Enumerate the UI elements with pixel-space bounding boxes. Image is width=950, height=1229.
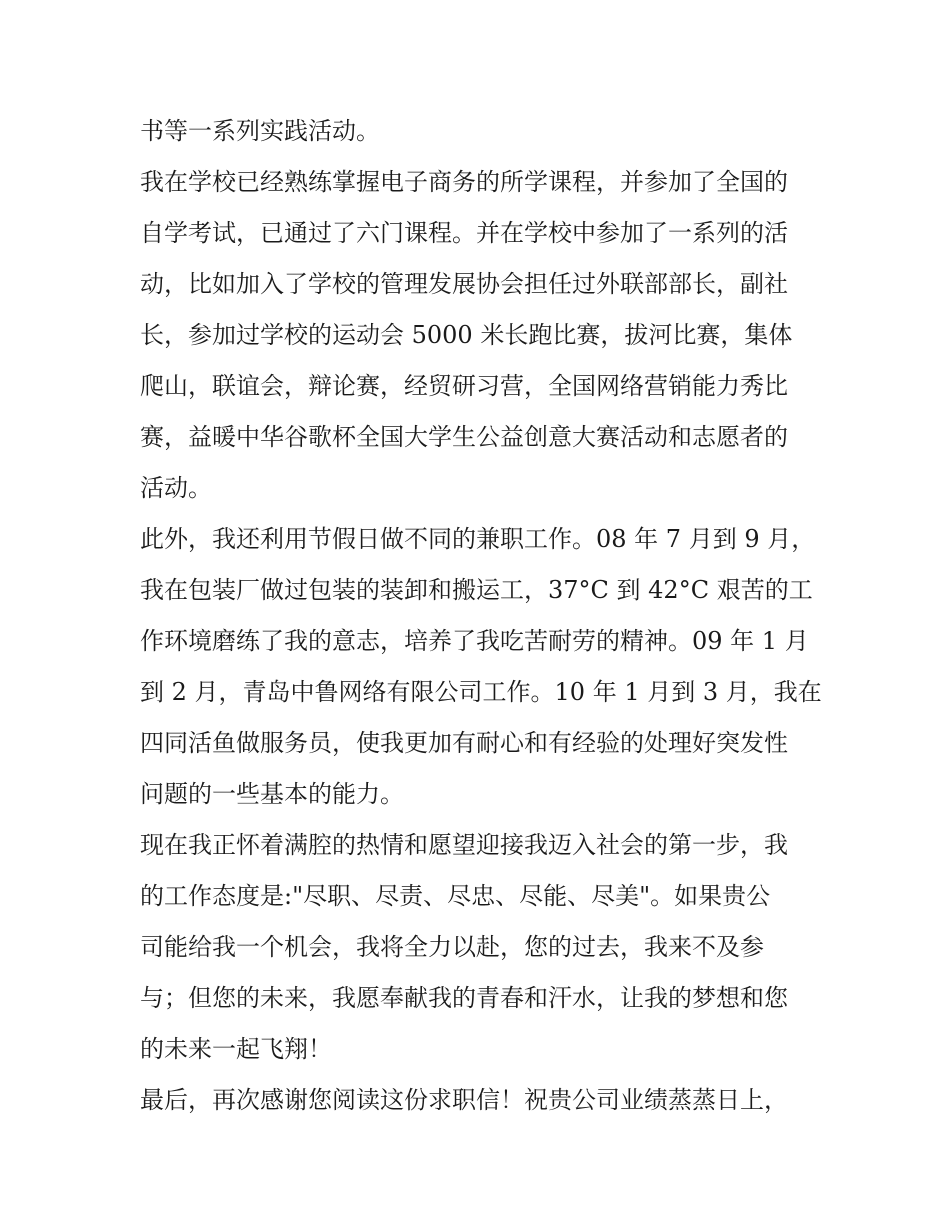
text-line: 的未来一起飞翔！ [140, 1035, 332, 1063]
text-line: 的工作态度是:"尽职、尽责、尽忠、尽能、尽美"。如果贵公 [140, 882, 771, 910]
text-line: 司能给我一个机会，我将全力以赴，您的过去，我来不及参 [140, 933, 764, 961]
text-line: 问题的一些基本的能力。 [140, 780, 404, 808]
text-line: 长，参加过学校的运动会 5000 米长跑比赛，拔河比赛，集体 [140, 321, 793, 349]
text-line: 现在我正怀着满腔的热情和愿望迎接我迈入社会的第一步，我 [140, 831, 788, 859]
text-line: 作环境磨练了我的意志，培养了我吃苦耐劳的精神。09 年 1 月 [140, 627, 809, 655]
text-line: 与；但您的未来，我愿奉献我的青春和汗水，让我的梦想和您 [140, 984, 788, 1012]
text-line: 赛，益暖中华谷歌杯全国大学生公益创意大赛活动和志愿者的 [140, 423, 788, 451]
text-line: 我在包装厂做过包装的装卸和搬运工，37°C 到 42°C 艰苦的工 [140, 576, 813, 604]
text-line: 此外，我还利用节假日做不同的兼职工作。08 年 7 月到 9 月， [140, 525, 816, 553]
text-line: 四同活鱼做服务员，使我更加有耐心和有经验的处理好突发性 [140, 729, 788, 757]
text-line: 我在学校已经熟练掌握电子商务的所学课程，并参加了全国的 [140, 168, 788, 196]
text-line: 动，比如加入了学校的管理发展协会担任过外联部部长，副社 [140, 270, 788, 298]
text-line: 活动。 [140, 474, 212, 502]
text-line: 到 2 月，青岛中鲁网络有限公司工作。10 年 1 月到 3 月，我在 [140, 678, 822, 706]
text-line: 爬山，联谊会，辩论赛，经贸研习营，全国网络营销能力秀比 [140, 372, 788, 400]
letter-body [140, 106, 820, 1126]
text-line: 最后，再次感谢您阅读这份求职信！祝贵公司业绩蒸蒸日上， [140, 1086, 788, 1114]
text-line: 书等一系列实践活动。 [140, 117, 380, 145]
text-line: 自学考试，已通过了六门课程。并在学校中参加了一系列的活 [140, 219, 788, 247]
